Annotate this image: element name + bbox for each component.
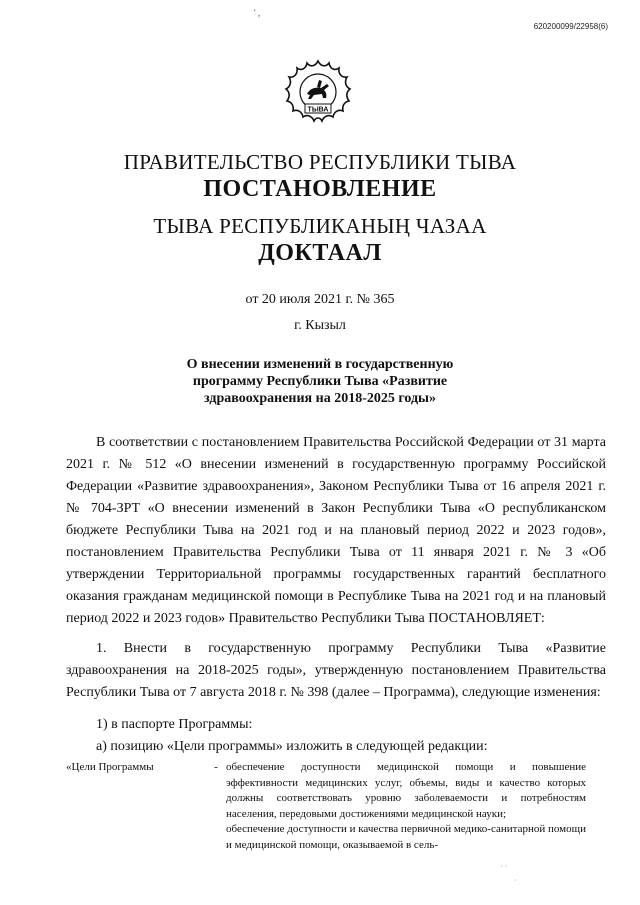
table-text-line: обеспечение доступности и качества первичной медико-санитарной помощи и медицинской помощи, оказываемой в сель-: [226, 823, 586, 851]
date-line: от 20 июля 2021 г. № 365: [245, 292, 395, 307]
clause-1-paragraph: 1. Внести в государственную программу Республики Тыва «Развитие здравоохранения на 2018-2025 годы», утвержденную постановлением Правительства Республики Тыва от 7 августа 2018 г. № 398 (далее – Программа), следующие изменения:: [66, 641, 606, 700]
emblem-text: ТЫВА: [307, 106, 329, 114]
city-line: г. Кызыл: [294, 318, 346, 333]
title-line: О внесении изменений в государственную: [186, 357, 454, 372]
scan-speck: ·: [514, 876, 517, 885]
stray-mark: ' ,: [254, 8, 261, 18]
program-goals-table: [66, 760, 606, 853]
table-row: [66, 760, 606, 853]
table-label: «Цели Программы: [66, 761, 154, 773]
tyva-emblem-icon: [283, 58, 353, 128]
preamble-paragraph: В соответствии с постановлением Правительства Российской Федерации от 31 марта 2021 г. № 512 «О внесении изменений в государственную программу Российской Федерации «Развитие здравоохранения», Законом Республики Тыва от 16 апреля 2021 г. № 704-ЗРТ «О внесении изменений в Закон Республики Тыва «О республиканском бюджете Республики Тыва на 2021 год и на плановый период 2022 и 2023 годов», постановлением Правительства Республики Тыва от 11 января 2021 г. № 3 «Об утверждении Территориальной программы государственных гарантий бесплатного оказания гражданам медицинской помощи в Республике Тыва на 2021 год и на плановый период 2022 и 2023 годов» Правительство Республики Тыва ПОСТАНОВЛЯЕТ:: [66, 435, 606, 626]
heading-decree-tyvan: ДОКТААЛ: [258, 240, 382, 266]
subclause-a-paragraph: а) позицию «Цели программы» изложить в следующей редакции:: [96, 739, 488, 754]
document-title: [150, 356, 490, 407]
title-line: программу Республики Тыва «Развитие: [192, 374, 448, 389]
table-dash: -: [214, 761, 218, 773]
heading-decree: ПОСТАНОВЛЕНИЕ: [203, 176, 437, 202]
heading-government: ПРАВИТЕЛЬСТВО РЕСПУБЛИКИ ТЫВА: [123, 150, 517, 174]
title-line: здравоохранения на 2018-2025 годы»: [204, 391, 436, 406]
heading-government-tyvan: ТЫВА РЕСПУБЛИКАНЫҢ ЧАЗАА: [153, 214, 487, 238]
document-number: 620200099/22958(6): [533, 22, 608, 31]
table-text: [226, 760, 586, 853]
table-text-line: обеспечение доступности медицинской помощи и повышение эффективности медицинских услуг, объемы, виды и качество которых должны соответствовать уровню заболеваемости и потребностям населения, передовыми достижениями медицинской науки;: [226, 761, 586, 820]
subclause-1-paragraph: 1) в паспорте Программы:: [96, 717, 253, 732]
scan-speck: · ·: [500, 862, 508, 871]
